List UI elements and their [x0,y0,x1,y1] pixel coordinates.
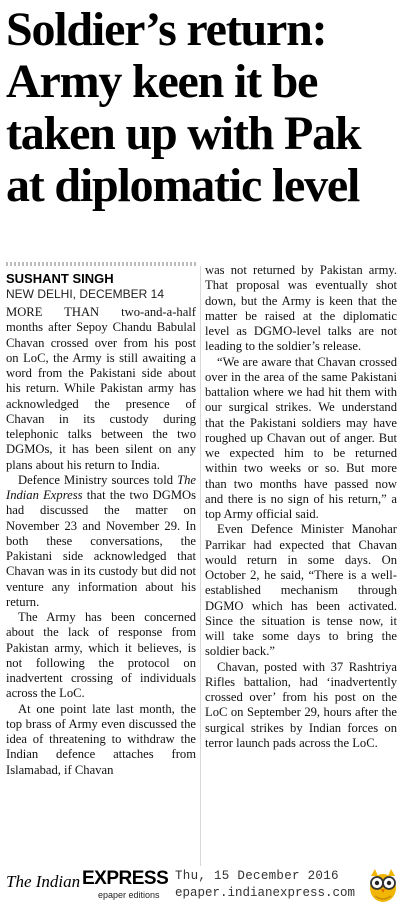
article-paragraph: was not returned by Pakistan army. That proposal was eventually shot down, but the Army is keen that the matter be raised at the diplomatic level as DGMO-level talks are not leading to the soldier’s release. [205,263,397,354]
byline: SUSHANT SINGH [6,271,114,286]
article-paragraph: MORE THAN two-and-a-half months after Sepoy Chandu Babulal Chavan crossed over from his post on LoC, the Army is still awaiting a word from the Pakistani side about his return. While Pakistan army has acknowledged the presence of Chavan in its custody during telephonic talks between the two DGMOs, it has been silent on any plans about his return to India. [6,305,196,472]
byline-rule [6,262,196,266]
article-paragraph: Defence Ministry sources told The Indian Express that the two DGMOs had discussed the matter on November 23 and November 29. In both these conversations, the Pakistani side acknowledged that Chavan was in its custody but did not venture any information about his return. [6,472,197,609]
article-paragraph: “We are aware that Chavan crossed over in the area of the same Pakistani battalion where we had hit them with our surgical strikes. We understand that the Pakistani soldiers may have roughed up Chavan out of anger. But we expected him to be returned within two weeks or so. But more than two months have passed now and there is no sign of his return,” a top Army official said. [205,354,397,521]
column-divider [200,266,201,866]
article-paragraph: The Army has been concerned about the lack of response from Pakistan army, which it believes, is not following the protocol on inadvertent crossing of individuals across the LoC. [6,610,196,701]
dateline: NEW DELHI, DECEMBER 14 [6,287,165,301]
article-paragraph: Chavan, posted with 37 Rashtriya Rifles battalion, had ‘inadvertently crossed over’ from his post on the LoC on September 29, hours after the surgical strikes by Indian forces on terror launch pads across the LoC. [205,659,397,750]
article-paragraph: At one point late last month, the top brass of Army even discussed the idea of threatening to withdraw the Indian defence attaches from Islamabad, if Chavan [6,701,196,777]
article-column-1 [6,305,196,778]
logo-express: EXPRESS [82,868,169,889]
article-headline: Soldier’s return: Army keen it be taken up with Pak at diplomatic level [6,3,361,212]
edition-date: Thu, 15 December 2016 [175,869,339,883]
article-paragraph: Even Defence Minister Manohar Parrikar had expected that Chavan would return in some days. On October 2, he said, “There is a well-established mechanism through DGMO which has been activated. Since the situation is tense now, it will take some days to bring the soldier back.” [205,522,397,659]
article-column-2 [205,263,397,751]
logo-subtitle: epaper editions [98,890,160,900]
logo-the-indian: The Indian [6,872,81,891]
owl-icon[interactable] [366,866,400,904]
epaper-url[interactable]: epaper.indianexpress.com [175,886,356,900]
